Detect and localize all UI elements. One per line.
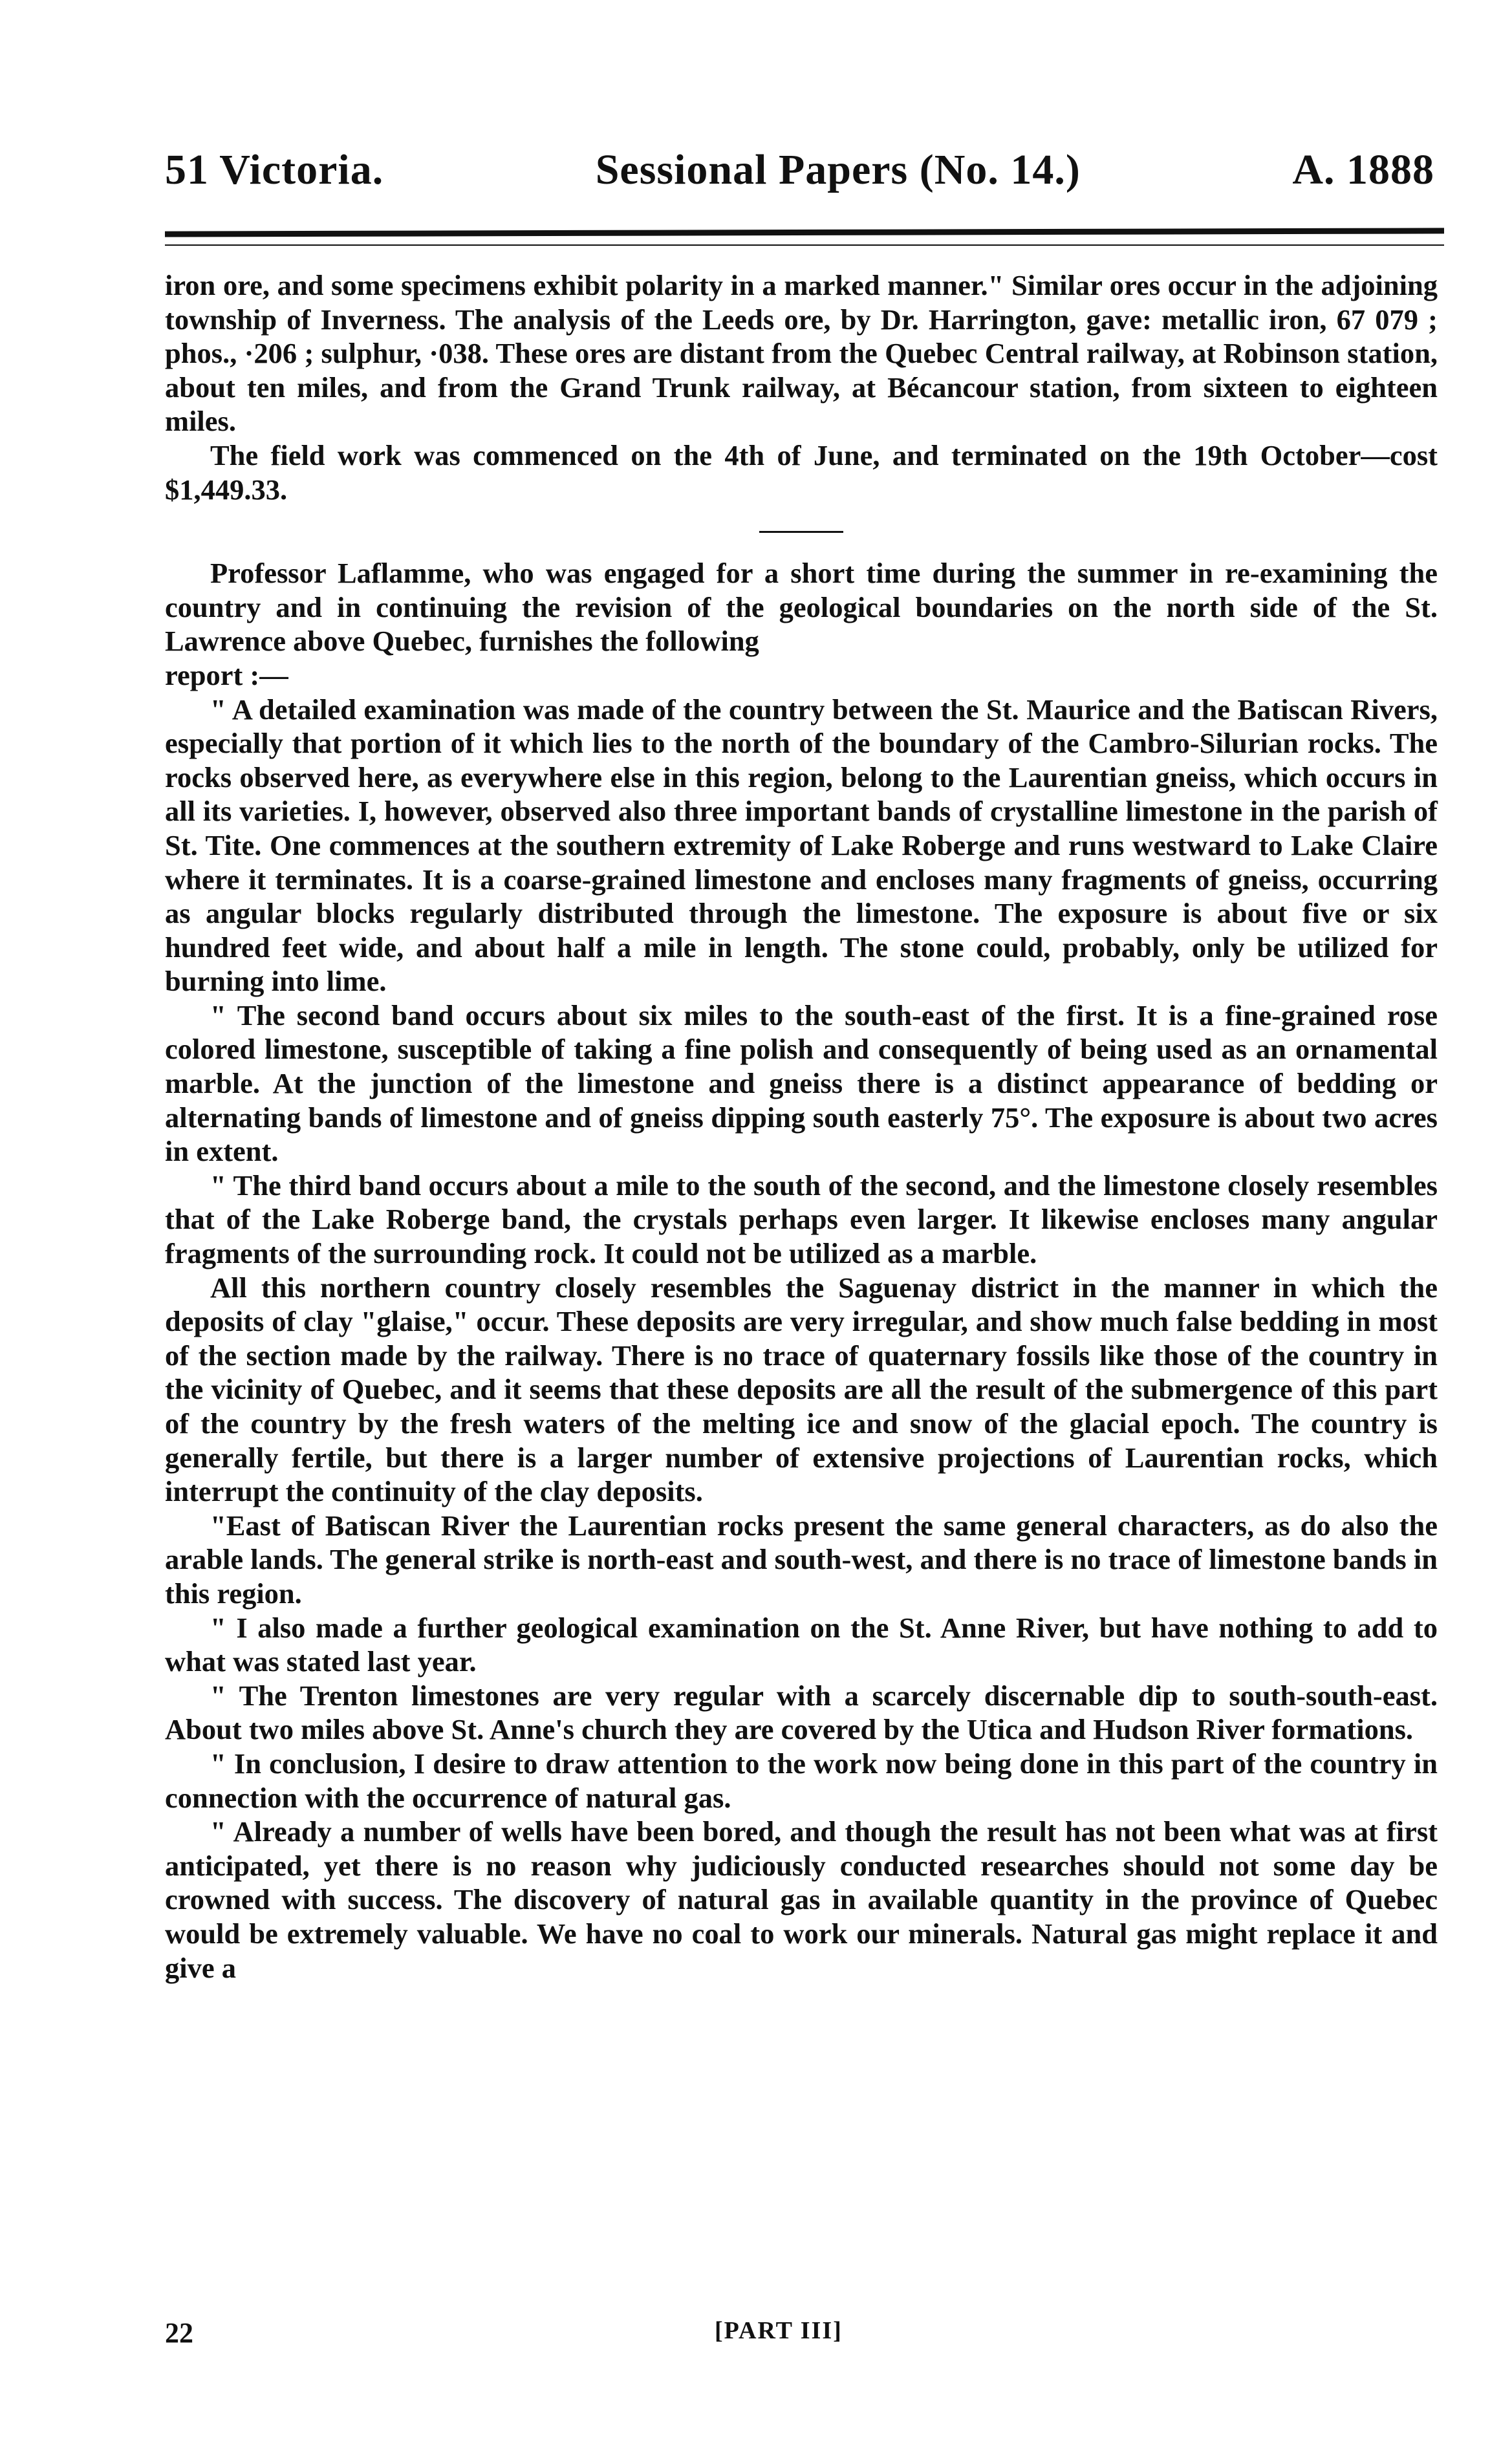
paragraph: Professor Laflamme, who was engaged for a short time during the summer in re-examining the country and in continuing the revision of the geological boundaries on the north side of the St. Lawrence above Quebec, furnishes the following [165, 557, 1438, 658]
paragraph: The field work was commenced on the 4th of June, and terminated on the 19th October—cost $1,449.33. [165, 438, 1438, 506]
header-rule-thin [165, 244, 1444, 246]
part-label: [PART III] [715, 2317, 843, 2344]
paragraph: " The second band occurs about six miles to the south-east of the first. It is a fine-grained rose colored limestone, susceptible of taking a fine polish and consequently of being used as an ornamental marble. At the junction of the limestone and gneiss there is a distinct appearance of bedding or alternating bands of limestone and of gneiss dipping south easterly 75°. The exposure is about two acres in extent. [165, 998, 1438, 1168]
running-header [165, 146, 1434, 195]
paragraph: " In conclusion, I desire to draw attention to the work now being done in this part of the country in connection with the occurrence of natural gas. [165, 1747, 1438, 1814]
page-number: 22 [165, 2317, 193, 2349]
paragraph: " The third band occurs about a mile to the south of the second, and the limestone closely resembles that of the Lake Roberge band, the crystals perhaps even larger. It likewise encloses many angular fragments of the surrounding rock. It could not be utilized as a marble. [165, 1169, 1438, 1270]
header-rule-thick [165, 228, 1444, 237]
paragraph: " A detailed examination was made of the country between the St. Maurice and the Batiscan Rivers, especially that portion of it which lies to the north of the boundary of the Cambro-Silurian rocks. The rocks observed here, as everywhere else in this region, belong to the Laurentian gneiss, which occurs in all its varieties. I, however, observed also three important bands of crystalline limestone in the parish of St. Tite. One commences at the southern extremity of Lake Roberge and runs westward to Lake Claire where it terminates. It is a coarse-grained limestone and encloses many fragments of gneiss, occurring as angular blocks regularly distributed through the limestone. The exposure is about five or six hundred feet wide, and about half a mile in length. The stone could, probably, only be utilized for burning into lime. [165, 693, 1438, 998]
paragraph: "East of Batiscan River the Laurentian rocks present the same general characters, as do also the arable lands. The general strike is north-east and south-west, and there is no trace of limestone bands in this region. [165, 1509, 1438, 1610]
paragraph: " Already a number of wells have been bored, and though the result has not been what was at first anticipated, yet there is no reason why judiciously conducted researches should not some day be crowned with success. The discovery of natural gas in available quantity in the province of Quebec would be extremely valuable. We have no coal to work our minerals. Natural gas might replace it and give a [165, 1815, 1438, 1984]
section-separator [759, 531, 843, 533]
body-text [165, 268, 1438, 1985]
header-volume: 51 Victoria. [165, 146, 384, 193]
paragraph: report :— [165, 658, 288, 691]
paragraph: iron ore, and some specimens exhibit polarity in a marked manner." Similar ores occur in the adjoining township of Inverness. The analysis of the Leeds ore, by Dr. Harrington, gave: metallic iron, 67 079 ; phos., ·206 ; sulphur, ·038. These ores are distant from the Quebec Central railway, at Robinson station, about ten miles, and from the Grand Trunk railway, at Bécancour station, from sixteen to eighteen miles. [165, 269, 1438, 438]
paragraph: " I also made a further geological examination on the St. Anne River, but have nothing to add to what was stated last year. [165, 1611, 1438, 1678]
header-year: A. 1888 [1292, 146, 1434, 193]
header-title: Sessional Papers (No. 14.) [595, 146, 1081, 193]
paragraph: All this northern country closely resembles the Saguenay district in the manner in which the deposits of clay "glaise," occur. These deposits are very irregular, and show much false bedding in most of the section made by the railway. There is no trace of quaternary fossils like those of the country in the vicinity of Quebec, and it seems that these deposits are all the result of the submergence of this part of the country by the fresh waters of the melting ice and snow of the glacial epoch. The country is generally fertile, but there is a larger number of extensive projections of Laurentian rocks, which interrupt the continuity of the clay deposits. [165, 1271, 1438, 1508]
paragraph: " The Trenton limestones are very regular with a scarcely discernable dip to south-south-east. About two miles above St. Anne's church they are covered by the Utica and Hudson River formations. [165, 1679, 1438, 1746]
